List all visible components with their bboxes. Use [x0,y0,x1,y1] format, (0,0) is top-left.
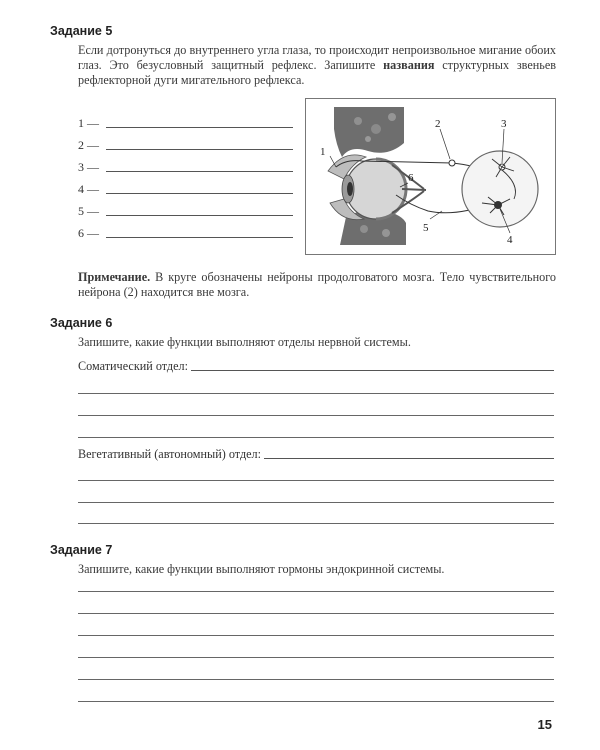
figure-label-1: 1 [320,146,326,158]
reflex-arc-illustration [306,99,555,254]
reflex-arc-figure [305,98,556,255]
figure-label-6: 6 [408,172,414,184]
task5-title: Задание 5 [50,24,113,38]
somatic-answer-line-2[interactable] [78,393,554,394]
figure-label-3: 3 [501,118,507,130]
task6-title: Задание 6 [50,316,113,330]
answer-line-5[interactable]: 5 — [78,204,293,218]
task5-note: Примечание. В круге обозначены нейроны продолговатого мозга. Тело чувствительного нейрона (2) находится вне мозга. [78,270,556,299]
somatic-answer-line-3[interactable] [78,415,554,416]
task7-text: Запишите, какие функции выполняют гормоны эндокринной системы. [78,562,445,576]
figure-label-2: 2 [435,118,441,130]
answer-line-1[interactable]: 1 — [78,116,293,130]
task7-title: Задание 7 [50,543,113,557]
task7-answer-line-6[interactable] [78,701,554,702]
figure-label-4: 4 [507,234,513,246]
sensory-neuron-body [449,160,455,166]
task5-text: Если дотронуться до внутреннего угла глаза, то происходит непроизвольное мигание обоих глаз. Это безусловный защитный рефлекс. Запишите названия структурных звеньев рефлекторной дуги мигательного рефлекса. [78,43,557,87]
vegetative-answer-line-4[interactable] [78,523,554,524]
medulla-circle [462,151,538,227]
task7-answer-line-2[interactable] [78,613,554,614]
answer-line-4[interactable]: 4 — [78,182,293,196]
somatic-label: Соматический отдел: [78,359,189,373]
somatic-answer-line-4[interactable] [78,437,554,438]
page-number: 15 [537,717,552,732]
task6-text: Запишите, какие функции выполняют отделы нервной системы. [78,335,411,349]
figure-label-5: 5 [423,222,429,234]
task7-answer-line-4[interactable] [78,657,554,658]
task7-answer-line-5[interactable] [78,679,554,680]
task7-answer-line-1[interactable] [78,591,554,592]
vegetative-answer-line[interactable] [78,448,554,462]
task7-answer-line-3[interactable] [78,635,554,636]
vegetative-answer-line-3[interactable] [78,502,554,503]
answer-line-6[interactable]: 6 — [78,226,293,240]
vegetative-answer-line-2[interactable] [78,480,554,481]
vegetative-label: Вегетативный (автономный) отдел: [78,447,262,461]
somatic-answer-line[interactable] [78,360,554,374]
answer-line-3[interactable]: 3 — [78,160,293,174]
answer-line-2[interactable]: 2 — [78,138,293,152]
